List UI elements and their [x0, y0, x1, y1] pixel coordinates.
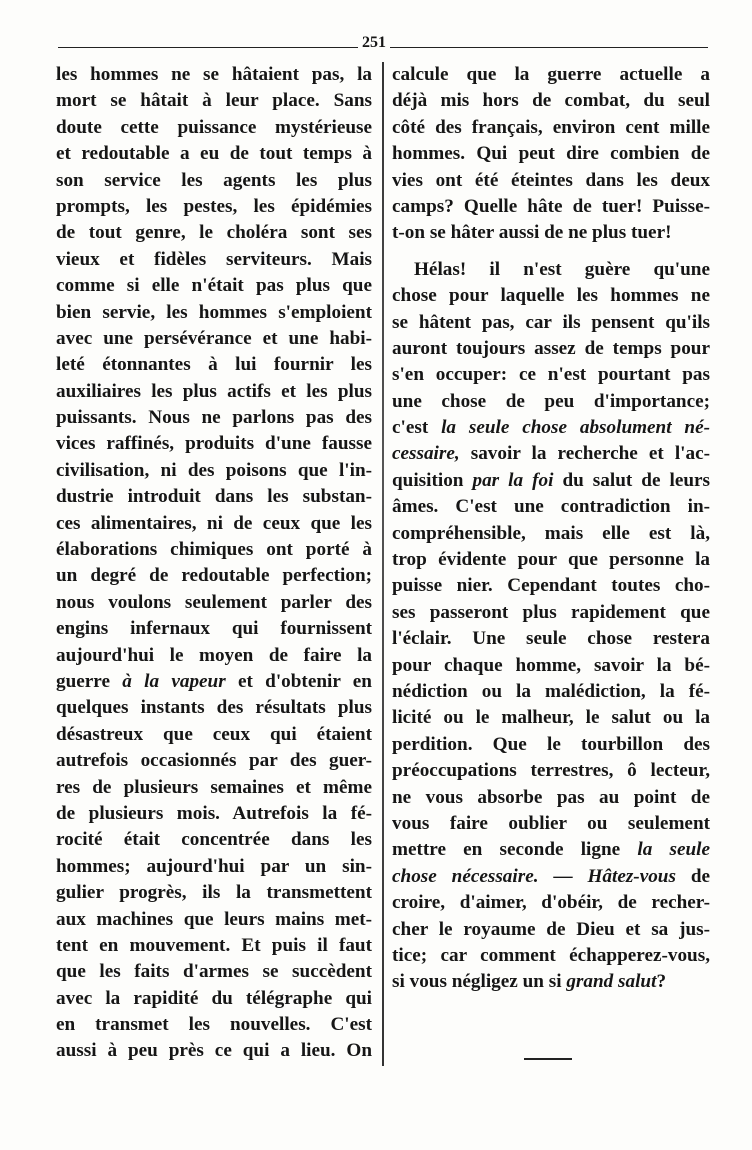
italic-text: cessaire,	[392, 443, 460, 465]
text-line	[56, 722, 372, 748]
text-line	[392, 943, 710, 969]
text-line	[392, 785, 710, 811]
text-span: si vous négligez un si	[392, 971, 567, 993]
text-span: auront toujours assez de temps pour	[392, 337, 710, 359]
text-line	[56, 854, 372, 880]
text-line	[392, 547, 710, 573]
text-line	[392, 336, 710, 362]
right-column	[392, 62, 710, 996]
text-span: s'en occuper: ce n'est pourtant pas	[392, 364, 710, 386]
text-span: et d'obtenir en	[225, 670, 372, 692]
italic-text: grand salut	[566, 971, 657, 993]
text-line	[392, 389, 710, 415]
text-line	[392, 168, 710, 194]
text-span: du salut de leurs	[553, 469, 710, 491]
text-line	[56, 379, 372, 405]
text-line	[56, 616, 372, 642]
text-span: de plusieurs mois. Autrefois la fé-	[56, 802, 372, 824]
text-line	[56, 1012, 372, 1038]
text-line	[56, 669, 372, 695]
text-span: tice; car comment échapperez-vous,	[392, 944, 710, 966]
text-line	[56, 326, 372, 352]
text-span: nous voulons seulement parler des	[56, 591, 372, 613]
text-line	[56, 431, 372, 457]
text-span: un degré de redoutable perfection;	[56, 565, 372, 587]
text-span: les hommes ne se hâtaient pas, la	[56, 64, 372, 85]
text-span: nédiction ou la malédiction, la fé-	[392, 680, 710, 702]
text-line	[56, 933, 372, 959]
text-span: prompts, les pestes, les épidémies	[56, 195, 372, 217]
text-line	[56, 405, 372, 431]
text-span: ces alimentaires, ni de ceux que les	[56, 512, 372, 534]
italic-text: chose nécessaire.	[392, 865, 539, 887]
end-rule	[524, 1058, 572, 1060]
text-line	[392, 441, 710, 467]
text-span: Hélas! il n'est guère qu'une	[414, 258, 710, 280]
text-line	[392, 679, 710, 705]
text-span: ses passeront plus rapidement que	[392, 601, 710, 623]
text-line	[392, 310, 710, 336]
text-span: doute cette puissance mystérieuse	[56, 116, 372, 138]
page-header	[58, 34, 708, 58]
text-line	[56, 273, 372, 299]
text-line	[56, 168, 372, 194]
text-line	[56, 959, 372, 985]
text-span: âmes. C'est une contradiction in-	[392, 496, 710, 518]
text-line	[56, 643, 372, 669]
text-span: t-on se hâter aussi de ne plus tuer!	[392, 222, 672, 244]
text-span: et redoutable a eu de tout temps à	[56, 143, 372, 165]
italic-text: Hâtez-vous	[587, 865, 676, 887]
text-span: avec la rapidité du télégraphe qui	[56, 987, 372, 1009]
text-span: son service les agents les plus	[56, 169, 372, 191]
text-line	[392, 758, 710, 784]
text-span: compréhensible, mais elle est là,	[392, 522, 710, 544]
italic-text: la seule chose absolument né-	[441, 417, 710, 439]
text-line	[392, 890, 710, 916]
text-line	[392, 600, 710, 626]
text-span: trop évidente pour que personne la	[392, 549, 710, 571]
text-line	[56, 511, 372, 537]
text-line	[392, 626, 710, 652]
text-line	[392, 811, 710, 837]
text-span: mettre en seconde ligne	[392, 839, 638, 861]
text-line	[392, 917, 710, 943]
text-line	[392, 115, 710, 141]
text-span: se hâtent pas, car ils pensent qu'ils	[392, 311, 710, 333]
text-line	[56, 827, 372, 853]
text-line	[392, 468, 710, 494]
text-line	[392, 837, 710, 863]
text-line	[392, 220, 710, 246]
text-span: licité ou le malheur, le salut ou la	[392, 707, 710, 729]
italic-text: la seule	[637, 839, 710, 861]
text-span: aujourd'hui le moyen de faire la	[56, 644, 372, 666]
paragraph-gap	[392, 247, 710, 257]
text-span: camps? Quelle hâte de tuer! Puisse-	[392, 195, 710, 217]
text-span: engins infernaux qui fournissent	[56, 618, 372, 640]
text-line	[392, 732, 710, 758]
header-rule-right	[390, 47, 708, 48]
italic-text: par la foi	[472, 469, 554, 491]
text-line	[56, 141, 372, 167]
text-span: puissants. Nous ne parlons pas des	[56, 407, 372, 429]
text-span: vices raffinés, produits d'une fausse	[56, 433, 372, 455]
text-span: ?	[656, 971, 667, 993]
text-line	[392, 573, 710, 599]
text-line	[56, 775, 372, 801]
text-line	[56, 1038, 372, 1064]
text-line	[392, 88, 710, 114]
text-span: savoir la recherche et l'ac-	[459, 443, 710, 465]
text-span: aux machines que leurs mains met-	[56, 908, 372, 930]
text-span: vieux et fidèles serviteurs. Mais	[56, 248, 372, 270]
text-line	[56, 484, 372, 510]
text-span: désastreux que ceux qui étaient	[56, 723, 372, 745]
text-span: leté étonnantes à lui fournir les	[56, 354, 372, 376]
text-span: civilisation, ni des poisons que l'in-	[56, 459, 372, 481]
text-span: auxiliaires les plus actifs et les plus	[56, 380, 372, 402]
text-line	[56, 62, 372, 88]
text-span: vous faire oublier ou seulement	[392, 812, 710, 834]
text-span: hommes; aujourd'hui par un sin-	[56, 855, 372, 877]
text-span: rocité était concentrée dans les	[56, 829, 372, 851]
column-divider	[382, 62, 384, 1066]
page-number: 251	[362, 34, 386, 51]
text-span: que les faits d'armes se succèdent	[56, 961, 372, 983]
text-line	[392, 362, 710, 388]
text-line	[392, 521, 710, 547]
text-line	[56, 352, 372, 378]
text-line	[392, 415, 710, 441]
text-span: tent en mouvement. Et puis il faut	[56, 934, 372, 956]
text-line	[392, 864, 710, 890]
text-span: l'éclair. Une seule chose restera	[392, 628, 710, 650]
text-span: hommes. Qui peut dire combien de	[392, 143, 710, 165]
text-span: vies ont été éteintes dans les deux	[392, 169, 710, 191]
text-line	[392, 194, 710, 220]
text-line	[392, 141, 710, 167]
text-span: puisse nier. Cependant toutes cho-	[392, 575, 710, 597]
text-span: mort se hâtait à leur place. Sans	[56, 90, 372, 112]
text-line	[56, 907, 372, 933]
text-line	[56, 247, 372, 273]
text-line	[56, 748, 372, 774]
text-line	[56, 115, 372, 141]
text-span: quelques instants des résultats plus	[56, 697, 372, 719]
text-line	[56, 880, 372, 906]
text-span: ne vous absorbe pas au point de	[392, 786, 710, 808]
header-rule-left	[58, 47, 358, 48]
text-line	[392, 257, 710, 283]
text-span: quisition	[392, 469, 473, 491]
italic-text: à la vapeur	[122, 670, 226, 692]
text-span: préoccupations terrestres, ô lecteur,	[392, 760, 710, 782]
text-line	[56, 537, 372, 563]
text-span: c'est	[392, 417, 442, 439]
text-span: res de plusieurs semaines et même	[56, 776, 372, 798]
text-line	[56, 194, 372, 220]
text-line	[56, 986, 372, 1012]
text-span: avec une persévérance et une habi-	[56, 327, 372, 349]
text-line	[56, 695, 372, 721]
text-line	[392, 62, 710, 88]
text-span: aussi à peu près ce qui a lieu. On	[56, 1040, 372, 1062]
text-span: comme si elle n'était pas plus que	[56, 275, 372, 297]
text-span: dustrie introduit dans les substan-	[56, 486, 372, 508]
text-span: croire, d'aimer, d'obéir, de recher-	[392, 892, 710, 914]
text-line	[392, 283, 710, 309]
text-span: calcule que la guerre actuelle a	[392, 64, 710, 85]
text-line	[392, 653, 710, 679]
text-span: côté des français, environ cent mille	[392, 116, 710, 138]
text-span: élaborations chimiques ont porté à	[56, 539, 372, 561]
text-span: pour chaque homme, savoir la bé-	[392, 654, 710, 676]
text-span: en transmet les nouvelles. C'est	[56, 1014, 372, 1036]
text-line	[392, 494, 710, 520]
text-line	[56, 300, 372, 326]
text-span: cher le royaume de Dieu et sa jus-	[392, 918, 710, 940]
left-column	[56, 62, 372, 1065]
text-span: de	[675, 865, 711, 887]
text-line	[56, 220, 372, 246]
text-span: autrefois occasionnés par des guer-	[56, 750, 372, 772]
text-span: —	[538, 865, 588, 887]
text-span: bien servie, les hommes s'emploient	[56, 301, 372, 323]
text-span: chose pour laquelle les hommes ne	[392, 285, 710, 307]
text-line	[56, 88, 372, 114]
text-line	[56, 563, 372, 589]
text-span: perdition. Que le tourbillon des	[392, 733, 710, 755]
text-line	[392, 969, 710, 995]
text-line	[56, 590, 372, 616]
text-span: de tout genre, le choléra sont ses	[56, 222, 372, 244]
text-line	[56, 801, 372, 827]
text-line	[392, 705, 710, 731]
text-line	[56, 458, 372, 484]
text-span: guerre	[56, 670, 123, 692]
text-span: une chose de peu d'importance;	[392, 390, 710, 412]
text-span: gulier progrès, ils la transmettent	[56, 882, 372, 904]
text-span: déjà mis hors de combat, du seul	[392, 90, 710, 112]
